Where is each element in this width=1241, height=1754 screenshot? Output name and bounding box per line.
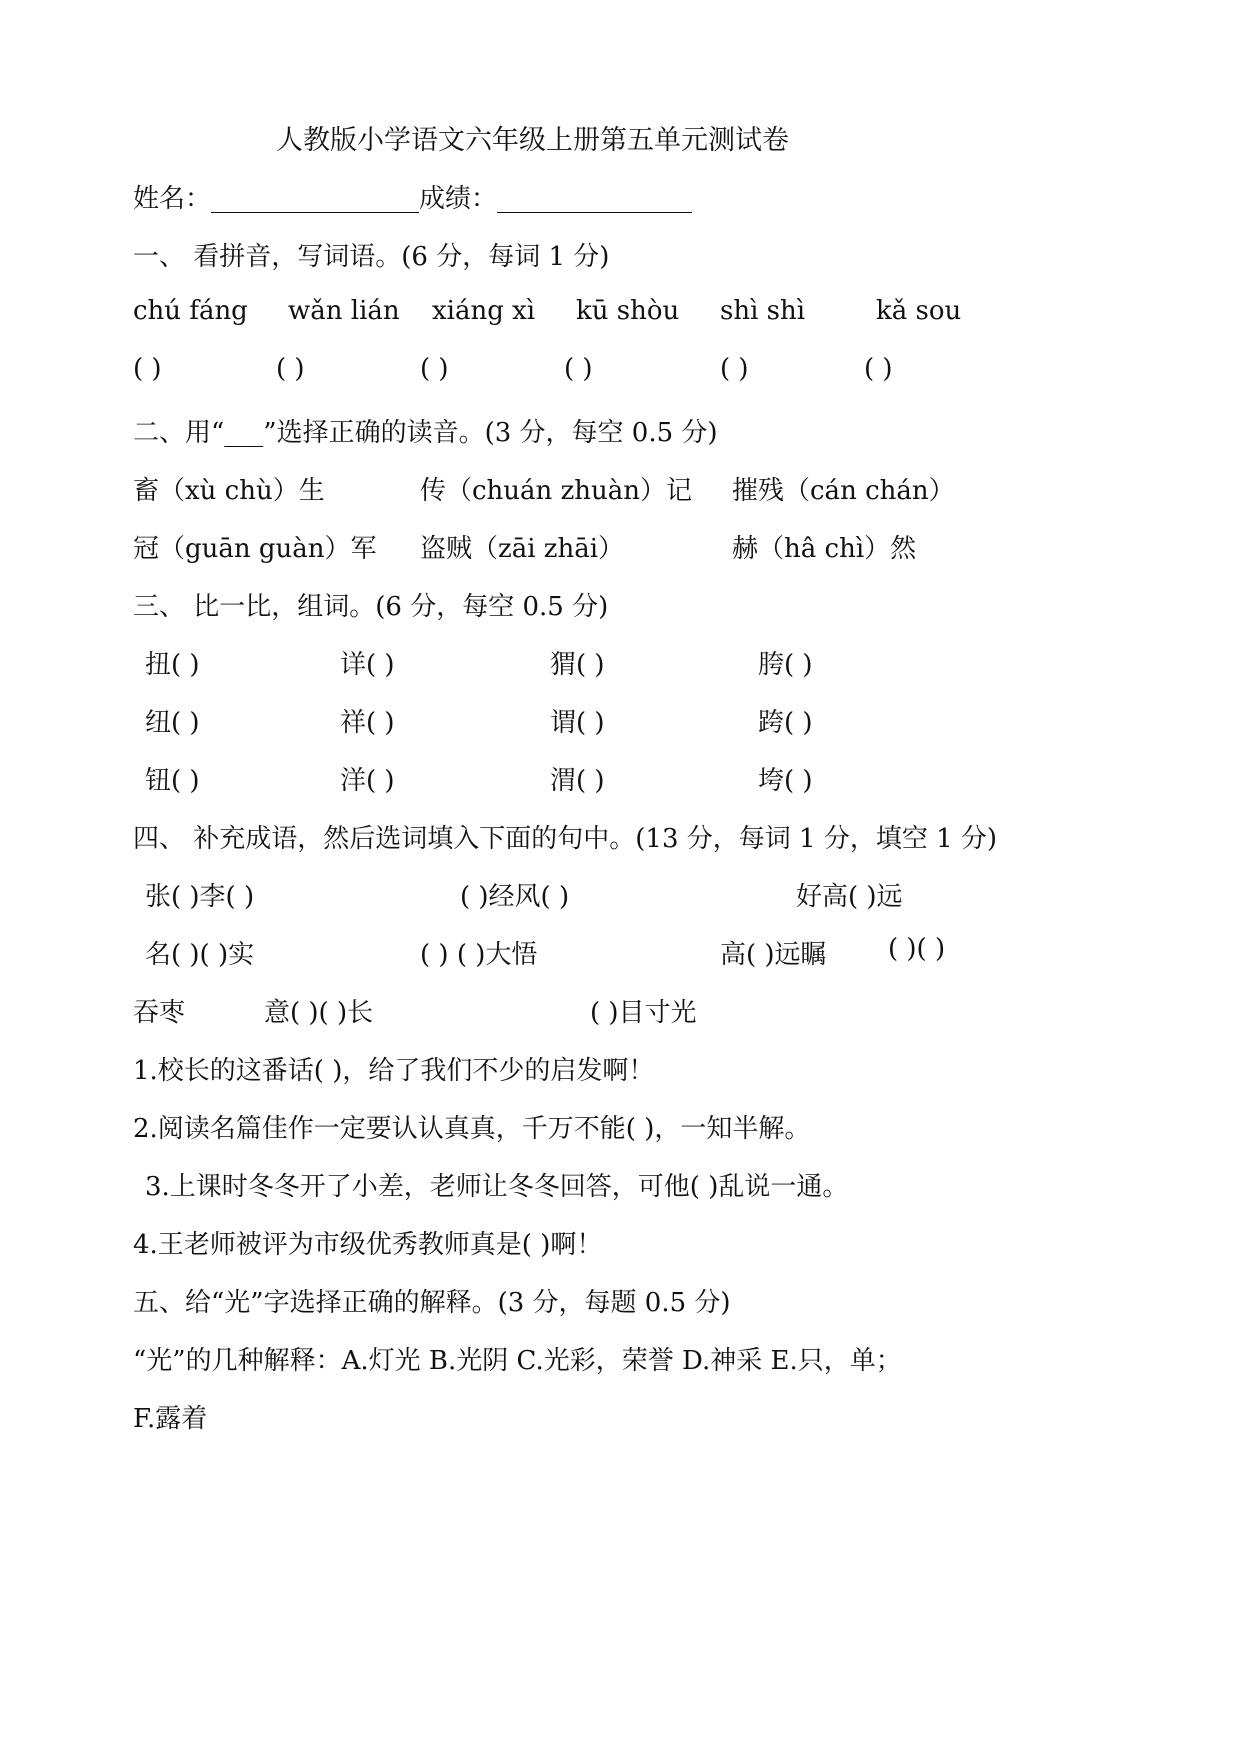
word-group-item[interactable]: 纽( ) [145,708,200,738]
answer-blank[interactable]: ( ) [420,354,449,384]
idiom-item[interactable]: ( )经风( ) [460,882,570,912]
name-label: 姓名： [133,184,212,214]
score-blank: _______________ [497,184,693,214]
word-group-item[interactable]: 钮( ) [145,766,200,796]
student-info-row [133,178,692,215]
reading-choice[interactable]: 赫（hâ chì）然 [732,534,917,564]
idiom-item[interactable]: 名( )( )实 [145,940,255,970]
answer-blank[interactable]: ( ) [133,354,162,384]
section3-heading: 三、 比一比，组词。(6 分，每空 0.5 分) [133,592,609,622]
fill-sentence[interactable]: 4.王老师被评为市级优秀教师真是( )啊！ [133,1230,603,1260]
reading-choice[interactable]: 畜（xù chù）生 [133,476,325,506]
fill-sentence[interactable]: 1.校长的这番话( )，给了我们不少的启发啊！ [133,1056,655,1086]
word-group-item[interactable]: 详( ) [340,650,395,680]
word-group-item[interactable]: 洋( ) [340,766,395,796]
idiom-item[interactable]: 高( )远瞩 [720,940,827,970]
idiom-item[interactable]: 吞枣 [133,998,186,1028]
idiom-item[interactable]: 张( )李( ) [145,882,255,912]
explanation-list-cont: F.露着 [133,1404,208,1434]
answer-blank[interactable]: ( ) [720,354,749,384]
idiom-item[interactable]: 好高( )远 [796,882,903,912]
pinyin-item: kǎ sou [876,296,962,326]
section5-heading: 五、给“光”字选择正确的解释。(3 分，每题 0.5 分) [133,1288,731,1318]
word-group-item[interactable]: 垮( ) [758,766,813,796]
idiom-item[interactable]: ( )( ) [888,934,946,964]
reading-choice[interactable]: 传（chuán zhuàn）记 [420,476,692,506]
pinyin-item: shì shì [720,296,806,326]
explanation-list: “光”的几种解释：A.灯光 B.光阴 C.光彩，荣誉 D.神采 E.只，单； [133,1346,902,1376]
word-group-item[interactable]: 扭( ) [145,650,200,680]
idiom-item[interactable]: ( ) ( )大悟 [420,940,538,970]
pinyin-item: kū shòu [576,296,680,326]
answer-blank[interactable]: ( ) [564,354,593,384]
name-blank: ________________ [211,184,420,214]
idiom-item[interactable]: ( )目寸光 [590,998,697,1028]
section1-heading: 一、 看拼音，写词语。(6 分，每词 1 分) [133,242,610,272]
pinyin-item: xiáng xì [432,296,536,326]
fill-sentence[interactable]: 3.上课时冬冬开了小差，老师让冬冬回答，可他( )乱说一通。 [145,1172,849,1202]
word-group-item[interactable]: 祥( ) [340,708,395,738]
section2-heading: 二、用“___”选择正确的读音。(3 分，每空 0.5 分) [133,418,718,448]
reading-choice[interactable]: 摧残（cán chán） [732,476,955,506]
reading-choice[interactable]: 冠（guān guàn）军 [133,534,377,564]
fill-sentence[interactable]: 2.阅读名篇佳作一定要认认真真，千万不能( )，一知半解。 [133,1114,811,1144]
section4-heading: 四、 补充成语，然后选词填入下面的句中。(13 分，每词 1 分，填空 1 分) [133,824,998,854]
pinyin-item: wǎn lián [288,296,400,326]
word-group-item[interactable]: 胯( ) [758,650,813,680]
pinyin-item: chú fáng [133,296,248,326]
score-label: 成绩： [419,184,498,214]
idiom-item[interactable]: 意( )( )长 [264,998,374,1028]
word-group-item[interactable]: 跨( ) [758,708,813,738]
answer-blank[interactable]: ( ) [276,354,305,384]
page-title: 人教版小学语文六年级上册第五单元测试卷 [276,125,789,156]
reading-choice[interactable]: 盗贼（zāi zhāi） [420,534,625,564]
word-group-item[interactable]: 渭( ) [550,766,605,796]
word-group-item[interactable]: 猬( ) [550,650,605,680]
word-group-item[interactable]: 谓( ) [550,708,605,738]
answer-blank[interactable]: ( ) [864,354,893,384]
